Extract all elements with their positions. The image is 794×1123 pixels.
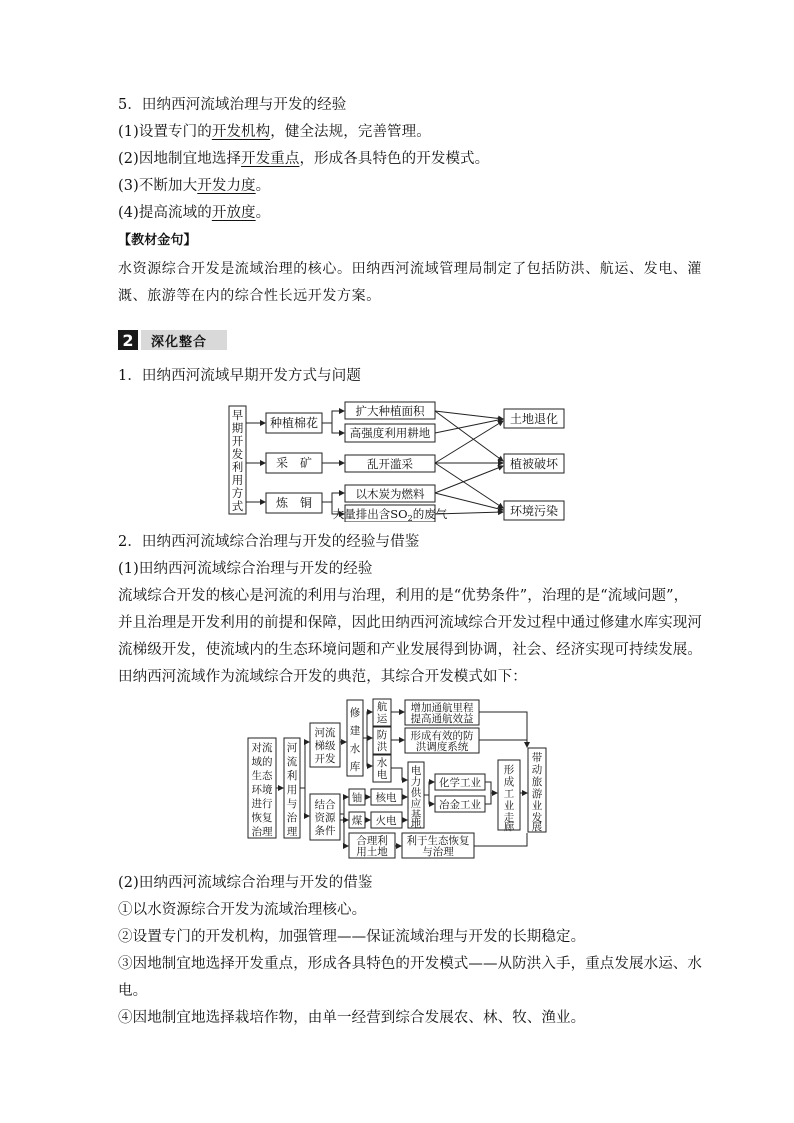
label: 生态 (251, 770, 273, 782)
part1-title: 1．田纳西河流域早期开发方式与问题 (118, 368, 361, 384)
label: 式 (231, 499, 244, 513)
label: 进行 (251, 798, 273, 810)
comprehensive-development-diagram (246, 696, 548, 864)
label: 成 (503, 776, 515, 788)
text: (3)不断加大 (118, 178, 198, 194)
label: 治 (286, 812, 298, 824)
char: 防 (376, 729, 388, 741)
label: 水 (349, 743, 361, 755)
part2-title: 2．田纳西河流域综合治理与开发的经验与借鉴 (118, 534, 420, 550)
paragraph-line-1: 流域综合开发的核心是河流的利用与治理，利用的是“优势条件”，治理的是“流域问题”， (118, 588, 689, 604)
label: 利于生态恢复 (406, 835, 470, 847)
uranium: 铀 (351, 792, 363, 804)
label: 业 (503, 800, 515, 812)
result-vegetation-damage: 植被破坏 (509, 457, 559, 471)
coal: 煤 (351, 815, 363, 827)
label: 建 (349, 725, 361, 737)
cause-charcoal-fuel: 以木炭为燃料 (355, 487, 425, 501)
label: 基 (410, 809, 422, 821)
lesson-3: ③因地制宜地选择开发重点，形成各具特色的开发模式——从防洪入手，重点发展水运、水 (118, 956, 702, 972)
label: 治理 (251, 826, 273, 838)
label: 走 (503, 812, 515, 824)
lesson-3-cont: 电。 (118, 983, 148, 999)
label: 开 (231, 434, 244, 448)
text: 。 (255, 205, 271, 221)
experience-item-3 (118, 176, 270, 196)
blank-answer: 开发机构 (211, 124, 271, 140)
subscript: 2 (407, 514, 413, 522)
label (377, 700, 388, 725)
label: 带 (531, 752, 543, 764)
result-land-degradation: 土地退化 (509, 412, 559, 426)
golden-sentence-line-2: 溉、旅游等在内的综合性长远开发方案。 (118, 288, 381, 304)
experience-item-4 (118, 203, 270, 223)
text: 的废气 (412, 507, 448, 521)
copper-smelting: 炼 铜 (275, 496, 313, 510)
char: 电 (376, 769, 388, 781)
text: 。 (255, 178, 271, 194)
label: 用土地 (356, 846, 388, 858)
lesson-2: ②设置专门的开发机构，加强管理——保证流域治理与开发的长期稳定。 (118, 929, 586, 945)
label (377, 729, 388, 753)
label: 条件 (314, 825, 336, 837)
label: 库 (349, 761, 361, 773)
label: 早 (231, 408, 244, 422)
label: 业 (531, 800, 543, 812)
lesson-4: ④因地制宜地选择栽培作物，由单一经营到综合发展农、林、牧、渔业。 (118, 1010, 586, 1026)
label: 应 (410, 798, 422, 810)
label: 旅 (531, 776, 543, 788)
section5-title: 5．田纳西河流域治理与开发的经验 (118, 97, 347, 113)
subheading-2: (2)田纳西河流域综合治理与开发的借鉴 (118, 875, 373, 891)
label: 工 (503, 788, 515, 800)
label: 期 (231, 421, 244, 435)
label: 对流 (251, 742, 273, 754)
result-pollution: 环境污染 (509, 504, 559, 518)
label: 供 (410, 787, 422, 799)
label: 利 (231, 460, 244, 474)
nuclear-power: 核电 (375, 792, 397, 804)
label: 梯级 (314, 740, 336, 752)
label: 地 (410, 818, 422, 830)
label: 发 (231, 447, 244, 461)
blank-answer: 开发重点 (241, 151, 300, 167)
golden-sentence-line-1: 水资源综合开发是流域治理的核心。田纳西河流域管理局制定了包括防洪、航运、发电、灌 (118, 261, 702, 277)
label: 形 (503, 764, 515, 776)
label: 电 (410, 765, 422, 777)
blank-answer: 开放度 (211, 205, 256, 221)
lesson-1: ①以水资源综合开发为流域治理核心。 (118, 902, 367, 918)
label: 结合 (314, 799, 336, 811)
label: 环境 (251, 784, 273, 796)
label: 与治理 (422, 846, 454, 858)
early-development-diagram (228, 400, 568, 522)
label: 洪调度系统 (415, 741, 469, 753)
label (377, 756, 388, 781)
planting-cotton: 种植棉花 (269, 416, 319, 430)
label: 域的 (251, 756, 273, 768)
text: ，健全法规，完善管理。 (270, 124, 431, 140)
label: 用 (231, 473, 244, 487)
cause-intensive-farming: 高强度利用耕地 (349, 426, 431, 440)
label: 形成有效的防 (410, 730, 474, 742)
cause-so2-emission (333, 507, 448, 522)
cause-expand-area: 扩大种植面积 (355, 404, 425, 418)
char: 运 (376, 713, 388, 725)
label: 方 (231, 486, 244, 500)
label: 恢复 (251, 812, 273, 824)
text: (4)提高流域的 (118, 205, 212, 221)
label: 动 (531, 764, 543, 776)
chemical-industry: 化学工业 (439, 777, 481, 789)
cause-reckless-mining: 乱开滥采 (367, 457, 413, 471)
label: 资源 (314, 812, 336, 824)
mining: 采 矿 (275, 456, 313, 470)
label: 游 (531, 788, 543, 800)
experience-item-2 (118, 149, 489, 169)
paragraph-line-3: 流梯级开发，使流域内的生态环境问题和产业发展得到协调，社会、经济实现可持续发展。 (118, 642, 702, 658)
label: 用 (286, 784, 298, 796)
label: 力 (410, 776, 422, 788)
label: 利 (286, 770, 298, 782)
paragraph-line-2: 并且治理是开发利用的前提和保障，因此田纳西河流域综合开发过程中通过修建水库实现河 (118, 615, 702, 631)
text: (2)因地制宜地选择 (118, 151, 242, 167)
subheading-1: (1)田纳西河流域综合治理与开发的经验 (118, 561, 373, 577)
label: 理 (286, 826, 298, 838)
label: 提高通航效益 (410, 713, 474, 725)
golden-sentence-tag: 【教材金句】 (118, 233, 197, 248)
section-title: 深化整合 (141, 330, 227, 350)
label: 河流 (314, 727, 336, 739)
label: 修 (349, 707, 361, 719)
label: 廊 (503, 821, 515, 833)
text: ，形成各具特色的开发模式。 (299, 151, 490, 167)
paragraph-line-4: 田纳西河流域作为流域综合开发的典范，其综合开发模式如下： (118, 669, 527, 685)
metallurgical-industry: 冶金工业 (439, 799, 481, 811)
char: 水 (376, 757, 388, 769)
section-number: 2 (118, 330, 138, 350)
label: 河 (286, 742, 298, 754)
blank-answer: 开发力度 (197, 178, 256, 194)
label: 合理利 (356, 835, 388, 847)
label: 流 (286, 756, 298, 768)
text: 大量排出含SO (332, 507, 408, 521)
experience-item-1 (118, 122, 431, 142)
text: (1)设置专门的 (118, 124, 212, 140)
label: 发 (531, 812, 543, 824)
char: 洪 (376, 741, 388, 753)
label: 展 (531, 821, 543, 833)
section-header (118, 330, 227, 350)
label: 增加通航里程 (410, 702, 474, 714)
char: 航 (376, 701, 388, 713)
label: 开发 (314, 753, 336, 765)
label: 与 (286, 798, 298, 810)
thermal-power: 火电 (375, 815, 397, 827)
